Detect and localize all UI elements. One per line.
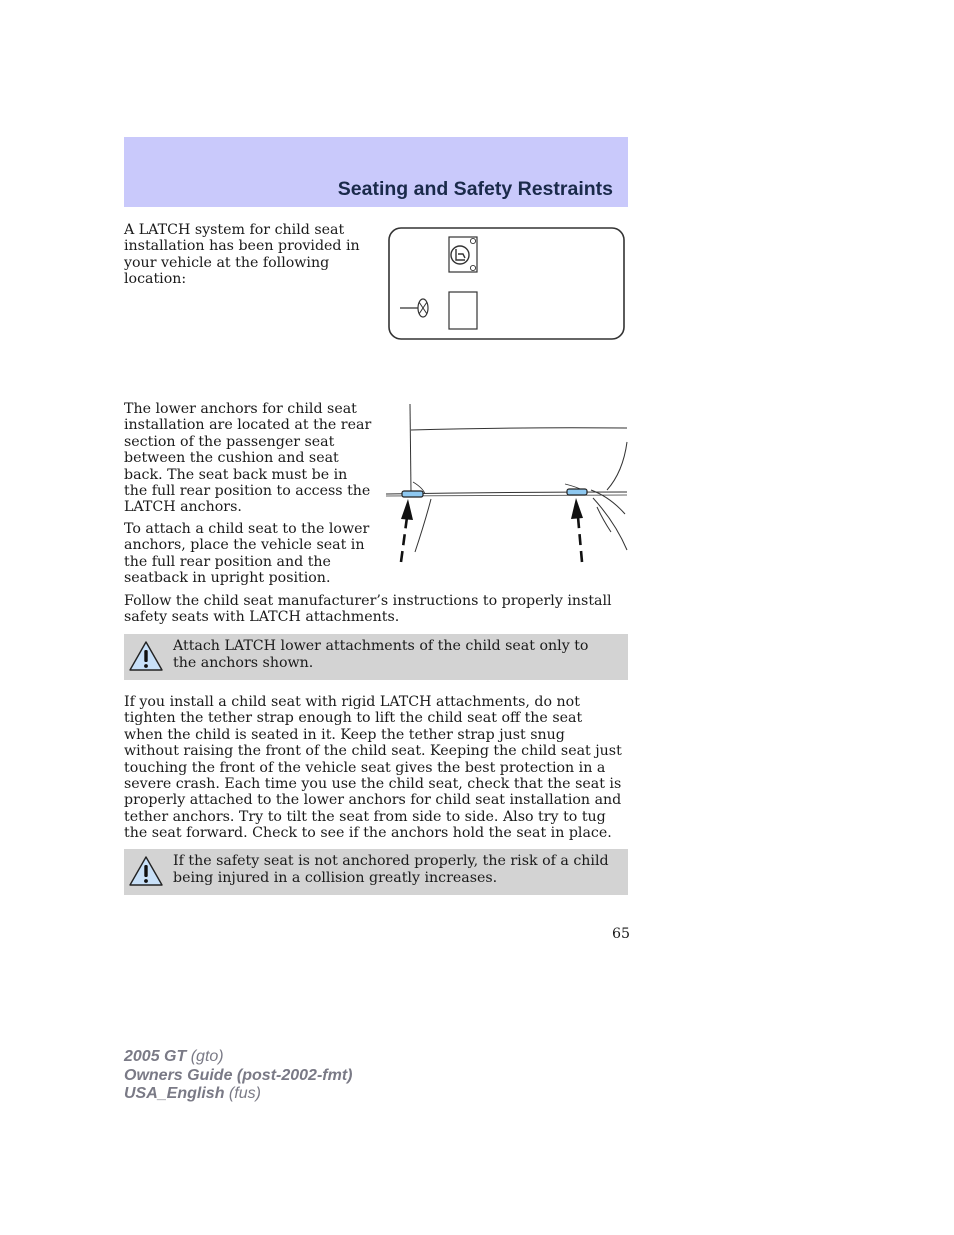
document-footer	[124, 1048, 352, 1104]
anchor-marker-left	[402, 491, 423, 497]
warning-text-1: Attach LATCH lower attachments of the child seat only to the anchors shown.	[173, 638, 589, 671]
warning-text-2: If the safety seat is not anchored properly, the risk of a child being injured in a collision greatly increases.	[173, 853, 609, 886]
footer-model: 2005 GT	[124, 1048, 187, 1065]
footer-line-3	[124, 1085, 352, 1104]
section-title: Seating and Safety Restraints	[337, 178, 613, 200]
footer-language: USA_English	[124, 1085, 225, 1102]
lower-anchors-paragraph: The lower anchors for child seat installation are located at the rear section of the passenger seat between the cushion and seat back. The seat back must be in the full rear position to access the LATCH anchors.	[124, 401, 372, 516]
arrow-right	[571, 498, 583, 562]
intro-paragraph: A LATCH system for child seat installation has been provided in your vehicle at the following location:	[124, 222, 360, 288]
warning-box-1	[124, 634, 628, 680]
child-seat-icon	[449, 237, 477, 272]
warning-triangle-icon	[129, 640, 163, 672]
footer-line-1	[124, 1048, 352, 1067]
arrow-left	[401, 499, 413, 562]
page-number: 65	[612, 926, 631, 942]
footer-model-code: (gto)	[186, 1048, 224, 1065]
footer-line-2	[124, 1067, 352, 1086]
attach-paragraph: To attach a child seat to the lower anchors, place the vehicle seat in the full rear position and the seatback in upright position.	[124, 521, 370, 587]
warning-box-2	[124, 849, 628, 895]
anchor-marker-right	[567, 489, 587, 495]
latch-location-diagram	[388, 227, 626, 341]
rigid-latch-paragraph: If you install a child seat with rigid LATCH attachments, do not tighten the tether strap enough to lift the child seat off the seat when the child is seated in it. Keep the tether strap just snug without raising the front of the child seat. Keeping the child seat just touching the front of the vehicle seat gives the best protection in a severe crash. Each time you use the child seat, check that the seat is properly attached to the lower anchors for child seat installation and tether anchors. Try to tilt the seat from side to side. Also try to tug the seat forward. Check to see if the anchors hold the seat in place.	[124, 694, 622, 842]
follow-instructions-paragraph: Follow the child seat manufacturer’s instructions to properly install safety seats with LATCH attachments.	[124, 593, 612, 626]
footer-language-code: (fus)	[224, 1085, 261, 1102]
warning-triangle-icon	[129, 855, 163, 887]
seat-block	[449, 292, 477, 329]
footer-guide: Owners Guide (post-2002-fmt)	[124, 1066, 353, 1084]
lower-anchor-illustration	[385, 402, 630, 567]
section-header-band	[124, 137, 628, 207]
